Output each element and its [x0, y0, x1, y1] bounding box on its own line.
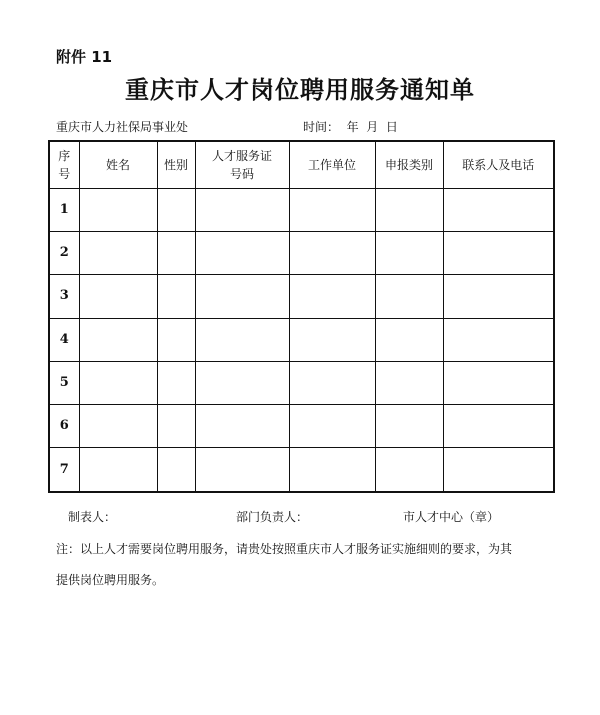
- note-line-2: 提供岗位聘用服务。: [56, 573, 165, 587]
- cell-cert-number[interactable]: [195, 318, 289, 361]
- header-name: 姓名: [79, 141, 157, 189]
- header-seq: 序 号: [49, 141, 79, 189]
- attachment-label: 附件 11: [56, 48, 113, 66]
- cell-contact[interactable]: [443, 361, 554, 404]
- cell-workplace[interactable]: [289, 232, 375, 275]
- cell-category[interactable]: [375, 318, 443, 361]
- cell-workplace[interactable]: [289, 448, 375, 492]
- cell-name[interactable]: [79, 232, 157, 275]
- table-row: [49, 232, 554, 275]
- table-row: [49, 404, 554, 447]
- cell-contact[interactable]: [443, 448, 554, 492]
- cell-gender[interactable]: [157, 361, 195, 404]
- table-header-row: [49, 141, 554, 189]
- cell-seq: 2: [49, 232, 79, 275]
- dept-head-label: 部门负责人：: [236, 510, 309, 524]
- note-line-1: 注：以上人才需要岗位聘用服务，请贵处按照重庆市人才服务证实施细则的要求，为其: [56, 542, 513, 556]
- header-workplace: 工作单位: [289, 141, 375, 189]
- cell-category[interactable]: [375, 448, 443, 492]
- cell-category[interactable]: [375, 404, 443, 447]
- cell-workplace[interactable]: [289, 275, 375, 318]
- center-seal-label: 市人才中心（章）: [403, 510, 500, 524]
- cell-category[interactable]: [375, 275, 443, 318]
- cell-workplace[interactable]: [289, 404, 375, 447]
- page-title: 重庆市人才岗位聘用服务通知单: [125, 75, 475, 104]
- service-form-table: [48, 140, 555, 493]
- cell-seq: 4: [49, 318, 79, 361]
- cell-cert-number[interactable]: [195, 404, 289, 447]
- cell-contact[interactable]: [443, 404, 554, 447]
- cell-workplace[interactable]: [289, 189, 375, 232]
- cell-gender[interactable]: [157, 275, 195, 318]
- cell-seq: 1: [49, 189, 79, 232]
- cell-name[interactable]: [79, 318, 157, 361]
- cell-cert-number[interactable]: [195, 275, 289, 318]
- header-category: 申报类别: [375, 141, 443, 189]
- org-name: 重庆市人力社保局事业处: [56, 120, 189, 134]
- table-row: [49, 361, 554, 404]
- cell-workplace[interactable]: [289, 318, 375, 361]
- cell-name[interactable]: [79, 361, 157, 404]
- cell-name[interactable]: [79, 275, 157, 318]
- preparer-label: 制表人：: [68, 510, 117, 524]
- header-contact: 联系人及电话: [443, 141, 554, 189]
- cell-cert-number[interactable]: [195, 361, 289, 404]
- cell-cert-number[interactable]: [195, 232, 289, 275]
- cell-gender[interactable]: [157, 232, 195, 275]
- table-row: [49, 318, 554, 361]
- cell-contact[interactable]: [443, 318, 554, 361]
- cell-category[interactable]: [375, 232, 443, 275]
- cell-contact[interactable]: [443, 189, 554, 232]
- cell-name[interactable]: [79, 404, 157, 447]
- table-row: [49, 275, 554, 318]
- cell-seq: 7: [49, 448, 79, 492]
- date-label: 时间： 年 月 日: [303, 120, 398, 134]
- cell-category[interactable]: [375, 361, 443, 404]
- cell-name[interactable]: [79, 189, 157, 232]
- table-row: [49, 448, 554, 492]
- cell-seq: 3: [49, 275, 79, 318]
- cell-contact[interactable]: [443, 275, 554, 318]
- header-cert-number: 人才服务证 号码: [195, 141, 289, 189]
- cell-name[interactable]: [79, 448, 157, 492]
- cell-gender[interactable]: [157, 448, 195, 492]
- cell-seq: 5: [49, 361, 79, 404]
- cell-cert-number[interactable]: [195, 448, 289, 492]
- cell-seq: 6: [49, 404, 79, 447]
- cell-gender[interactable]: [157, 318, 195, 361]
- cell-gender[interactable]: [157, 404, 195, 447]
- cell-gender[interactable]: [157, 189, 195, 232]
- cell-contact[interactable]: [443, 232, 554, 275]
- table-row: [49, 189, 554, 232]
- cell-category[interactable]: [375, 189, 443, 232]
- cell-cert-number[interactable]: [195, 189, 289, 232]
- cell-workplace[interactable]: [289, 361, 375, 404]
- header-gender: 性别: [157, 141, 195, 189]
